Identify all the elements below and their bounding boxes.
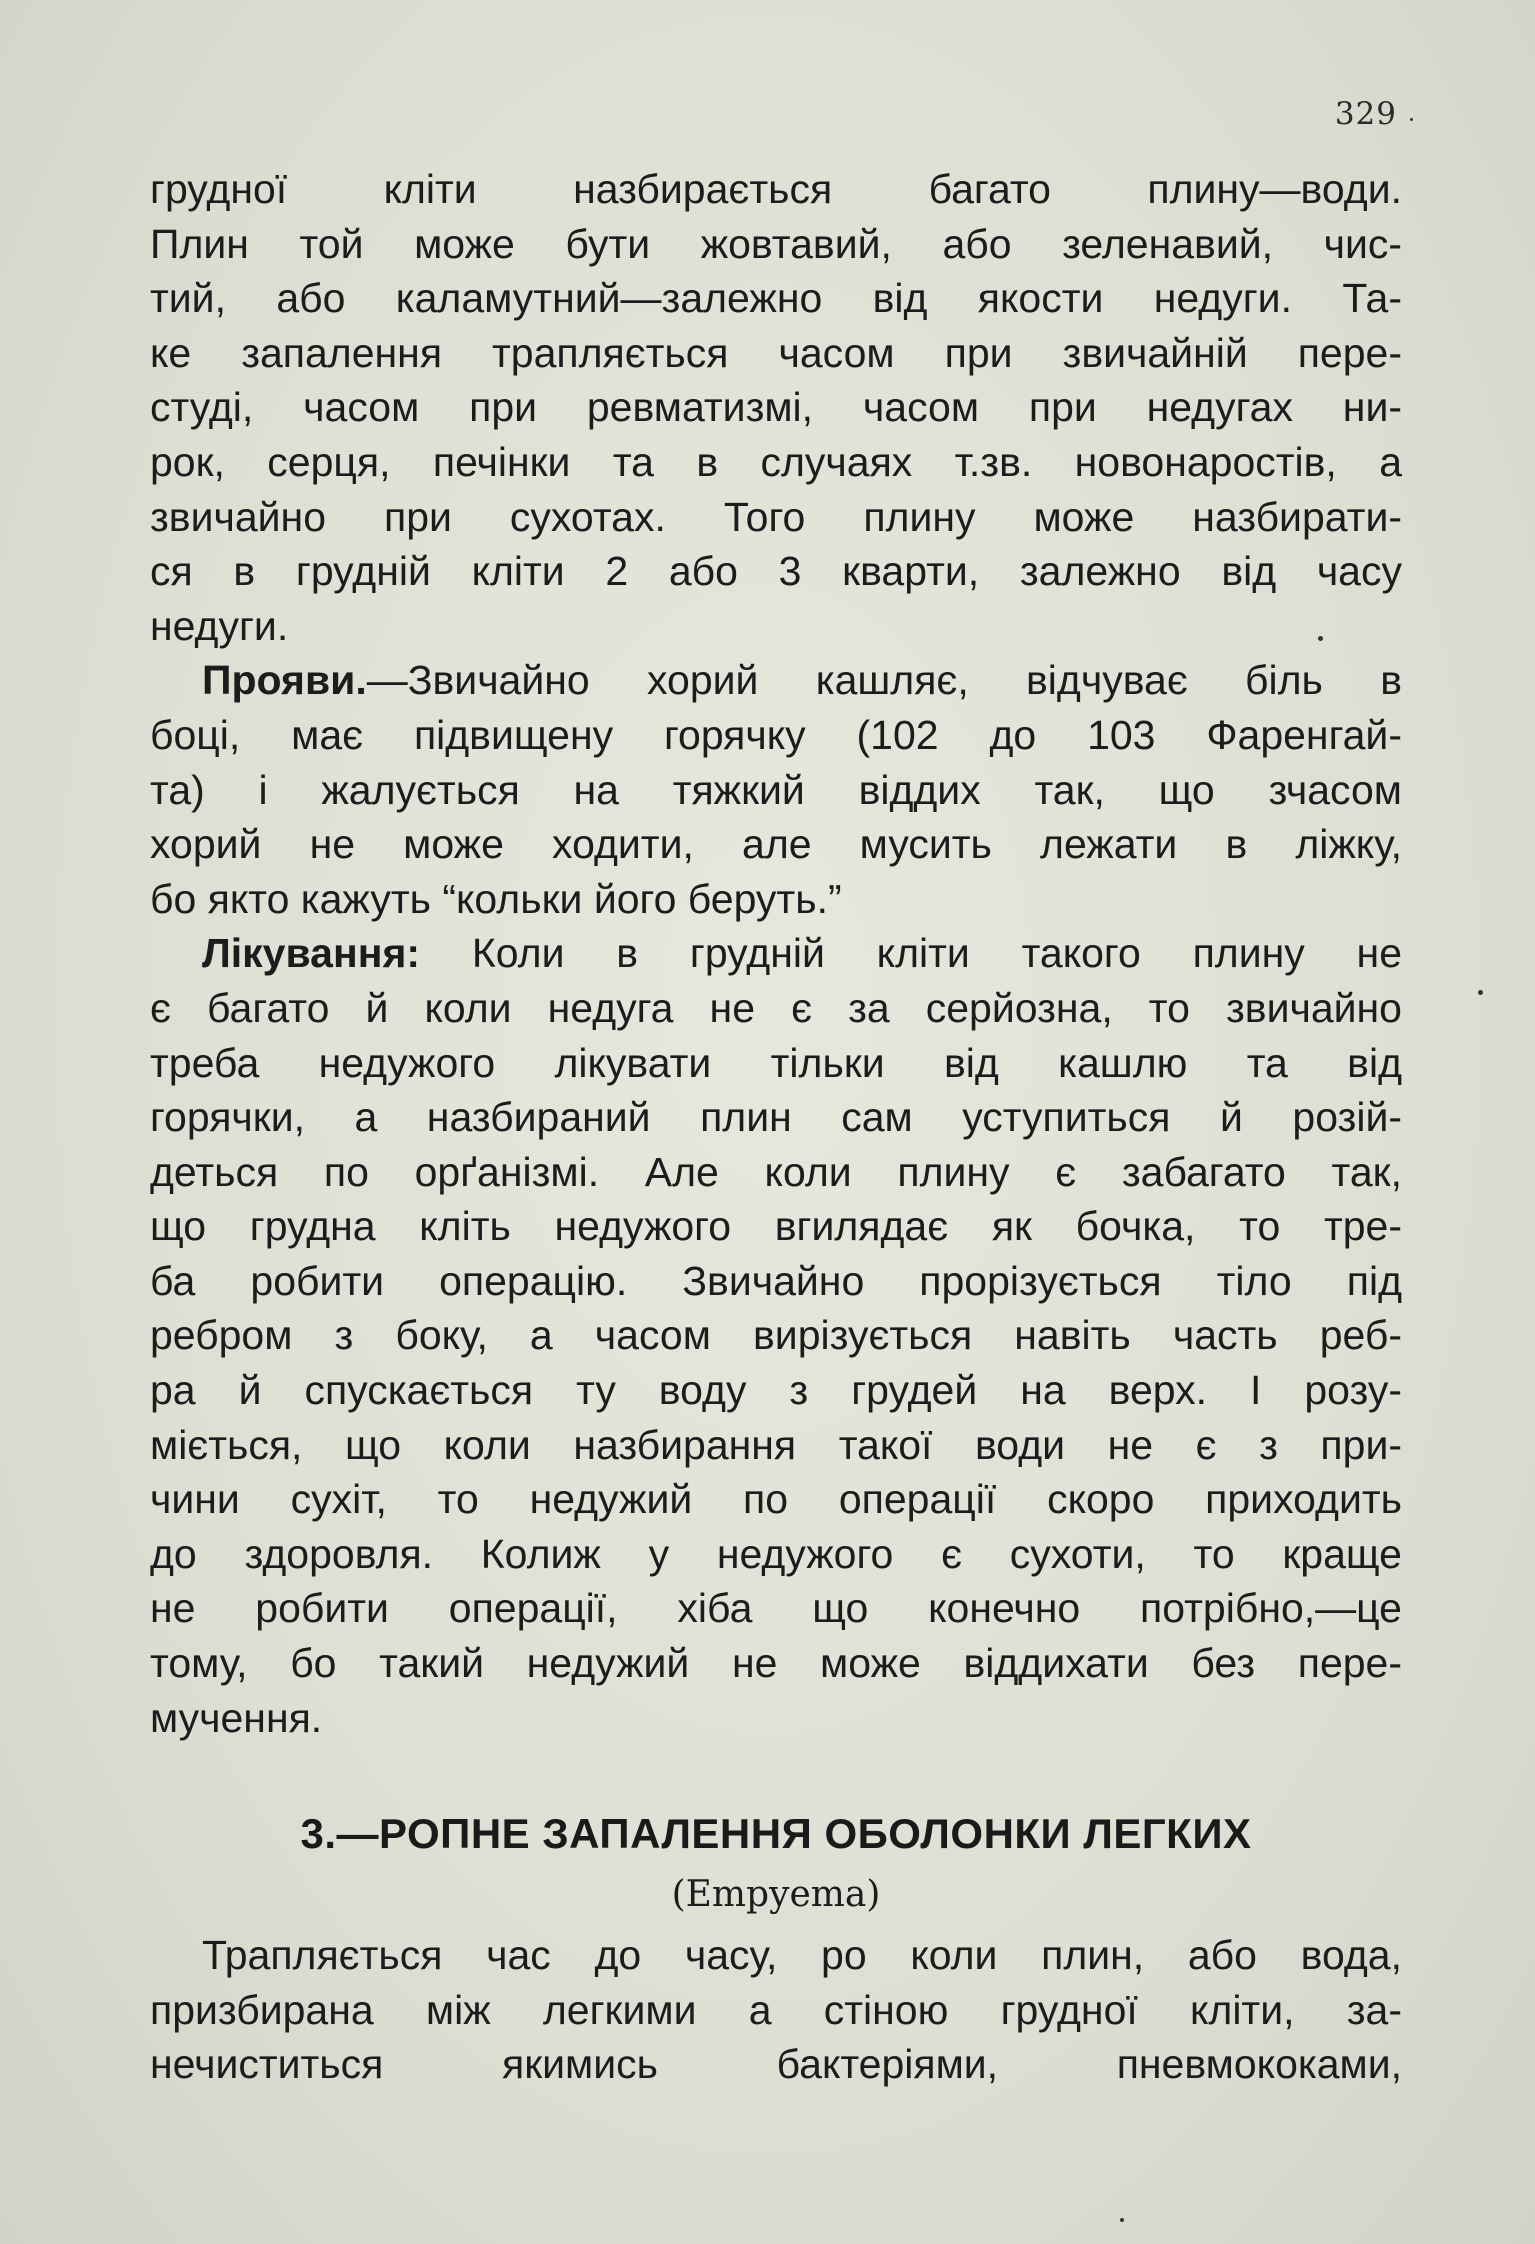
text-line: ра й спускається ту воду з грудей на верх. І розу- — [150, 1367, 1402, 1414]
paragraph-first-line — [150, 926, 1402, 981]
text-line: ке запалення трапляється часом при звичайній пере- — [150, 329, 1402, 376]
section-subheading: (Empyema) — [671, 1874, 881, 1915]
print-speck — [1318, 636, 1323, 641]
text-fragment: —Звичайно хорий кашляє, відчуває біль в — [366, 657, 1402, 704]
text-line: хорий не може ходити, але мусить лежати в ліжку, — [150, 821, 1402, 868]
text-line: чини сухіт, то недужий по операції скоро приходить — [150, 1476, 1402, 1523]
text-line: призбирана між легкими а стіною грудної кліти, за- — [150, 1986, 1402, 2033]
print-speck — [1120, 2218, 1124, 2222]
text-line: та) і жалується на тяжкий віддих так, що зчасом — [150, 766, 1402, 813]
text-line: бо якто кажуть “кольки його беруть.” — [150, 875, 842, 922]
text-line: ребром з боку, а часом вирізується навіть часть реб- — [150, 1312, 1402, 1359]
text-line: тому, бо такий недужий не може віддихати без пере- — [150, 1640, 1402, 1687]
print-speck — [1478, 990, 1483, 995]
text-line: нечиститься якимись бактеріями, пневмококами, — [150, 2041, 1402, 2088]
text-line: тий, або каламутний—залежно від якости недуги. Та- — [150, 275, 1402, 322]
text-fragment: Коли в грудній кліти такого плину не — [420, 930, 1402, 977]
paragraph-first-line — [150, 653, 1402, 708]
text-line: мучення. — [150, 1694, 323, 1741]
text-line: до здоровля. Колиж у недужого є сухоти, то краще — [150, 1530, 1402, 1577]
text-line: грудної кліти назбирається багато плину—води. — [150, 166, 1402, 212]
text-line: Трапляється час до часу, ро коли плин, або вода, — [202, 1932, 1402, 1978]
text-line: не робити операції, хіба що конечно потрібно,—це — [150, 1585, 1402, 1632]
text-line: ся в грудній кліти 2 або 3 кварти, залежно від часу — [150, 548, 1402, 595]
text-line: треба недужого лікувати тільки від кашлю та від — [150, 1039, 1402, 1086]
text-line: є багато й коли недуга не є за серйозна, то звичайно — [150, 984, 1402, 1031]
text-line: звичайно при сухотах. Того плину може назбирати- — [150, 493, 1402, 540]
text-line: деться по орґанізмі. Але коли плину є забагато так, — [150, 1148, 1402, 1195]
text-line: міється, що коли назбирання такої води не є з при- — [150, 1421, 1402, 1468]
paragraph-label-treatment: Лікування: — [202, 930, 421, 977]
section-text — [150, 1928, 1402, 2092]
paragraph-label-symptoms: Прояви. — [202, 657, 367, 704]
section-heading: 3.—РОПНЕ ЗАПАЛЕННЯ ОБОЛОНКИ ЛЕГКИХ — [300, 1810, 1252, 1857]
text-line: рок, серця, печінки та в случаях т.зв. новонаростів, а — [150, 438, 1402, 485]
page-number: 329 — [1334, 96, 1397, 132]
text-line: боці, має підвищену горячку (102 до 103 Фаренгай- — [150, 711, 1402, 758]
text-line: недуги. — [150, 602, 289, 649]
text-line: що грудна кліть недужого вгилядає як бочка, то тре- — [150, 1203, 1402, 1250]
text-line: ба робити операцію. Звичайно прорізується тіло під — [150, 1257, 1402, 1304]
print-speck — [1410, 118, 1413, 121]
text-line: горячки, а назбираний плин сам уступиться й розій- — [150, 1094, 1402, 1141]
text-line: Плин той може бути жовтавий, або зеленавий, чис- — [150, 220, 1402, 267]
text-line: студі, часом при ревматизмі, часом при недугах ни- — [150, 384, 1402, 431]
main-text — [150, 162, 1402, 1745]
